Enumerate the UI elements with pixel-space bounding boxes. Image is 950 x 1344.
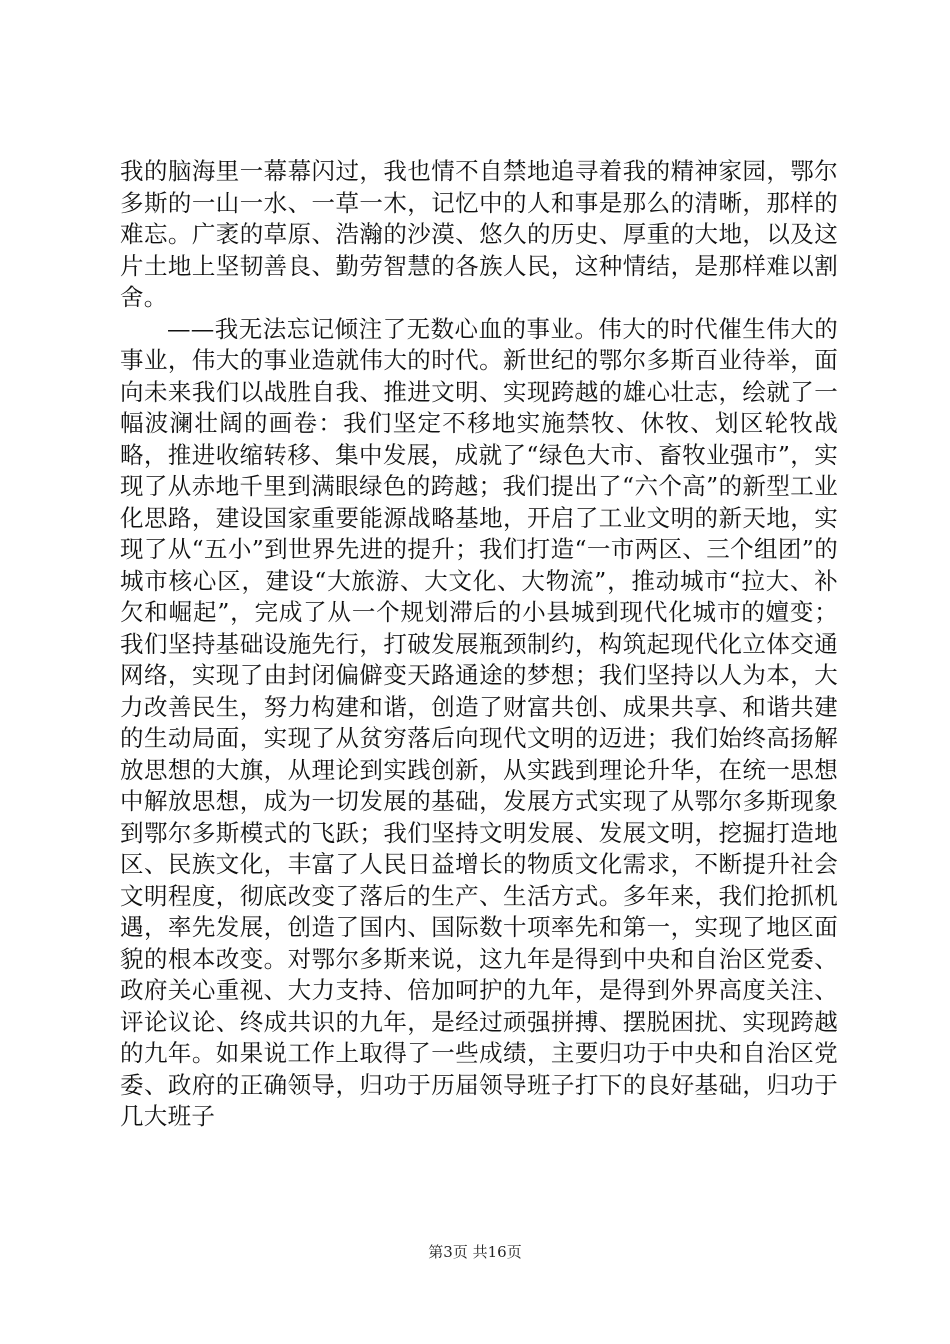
paragraph-career: ——我无法忘记倾注了无数心血的事业。伟大的时代催生伟大的事业，伟大的事业造就伟大的时代。新世纪的鄂尔多斯百业待举，面向未来我们以战胜自我、推进文明、实现跨越的雄心壮志，绘就了一幅波澜壮阔的画卷：我们坚定不移地实施禁牧、休牧、划区轮牧战略，推进收缩转移、集中发展，成就了“绿色大市、畜牧业强市”，实现了从赤地千里到满眼绿色的跨越；我们提出了“六个高”的新型工业化思路，建设国家重要能源战略基地，开启了工业文明的新天地，实现了从“五小”到世界先进的提升；我们打造“一市两区、三个组团”的城市核心区，建设“大旅游、大文化、大物流”，推动城市“拉大、补欠和崛起”，完成了从一个规划滞后的小县城到现代化城市的嬗变；我们坚持基础设施先行，打破发展瓶颈制约，构筑起现代化立体交通网络，实现了由封闭偏僻变天路通途的梦想；我们坚持以人为本，大力改善民生，努力构建和谐，创造了财富共创、成果共享、和谐共建的生动局面，实现了从贫穷落后向现代文明的迈进；我们始终高扬解放思想的大旗，从理论到实践创新，从实践到理论升华，在统一思想中解放思想，成为一切发展的基础，发展方式实现了从鄂尔多斯现象到鄂尔多斯模式的飞跃；我们坚持文明发展、发展文明，挖掘打造地区、民族文化，丰富了人民日益增长的物质文化需求，不断提升社会文明程度，彻底改变了落后的生产、生活方式。多年来，我们抢抓机遇，率先发展，创造了国内、国际数十项率先和第一，实现了地区面貌的根本改变。对鄂尔多斯来说，这九年是得到中央和自治区党委、政府关心重视、大力支持、倍加呵护的九年，是得到外界高度关注、评论议论、终成共识的九年，是经过顽强拼搏、摆脱困扰、实现跨越的九年。如果说工作上取得了一些成绩，主要归功于中央和自治区党委、政府的正确领导，归功于历届领导班子打下的良好基础，归功于几大班子 (120, 314, 838, 1130)
paragraph-continuation: 我的脑海里一幕幕闪过，我也情不自禁地追寻着我的精神家园，鄂尔多斯的一山一水、一草一木，记忆中的人和事是那么的清晰，那样的难忘。广袤的草原、浩瀚的沙漠、悠久的历史、厚重的大地，以及这片土地上坚韧善良、勤劳智慧的各族人民，这种情结，是那样难以割舍。 (120, 157, 838, 311)
document-body (120, 156, 838, 1133)
page-number-footer: 第3页 共16页 (428, 1243, 522, 1261)
